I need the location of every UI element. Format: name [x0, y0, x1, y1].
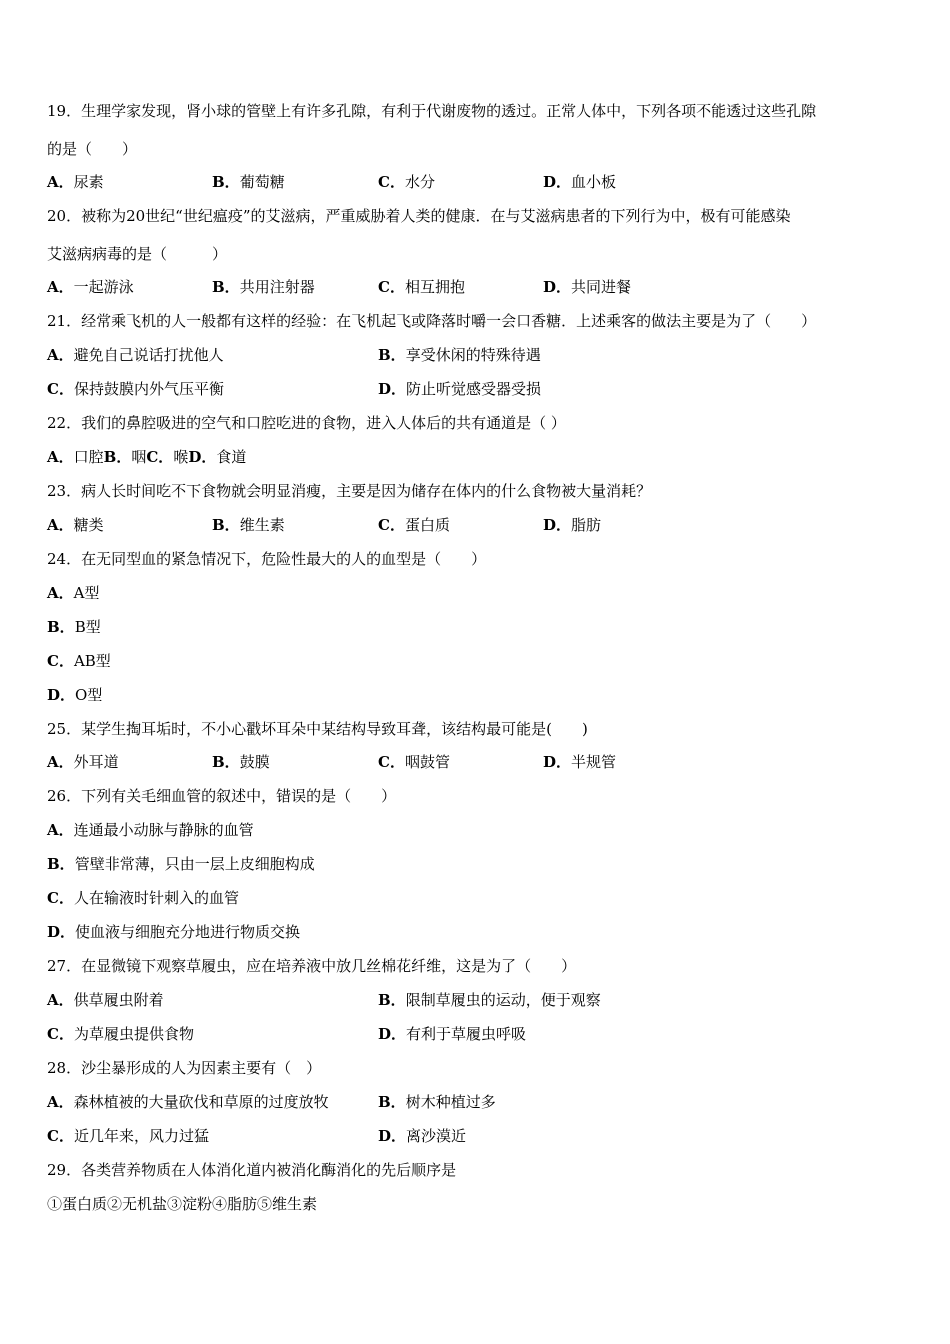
option-label: C．	[378, 516, 405, 534]
option-label: C．	[47, 889, 74, 907]
option-label: C．	[378, 173, 405, 191]
q28-option-a	[47, 1092, 329, 1112]
option-text: 供草履虫附着	[73, 991, 164, 1009]
q20-option-c	[378, 277, 465, 297]
option-text: 喉	[173, 448, 189, 466]
option-text: 保持鼓膜内外气压平衡	[73, 380, 224, 398]
q29-stem-line-1: 29．各类营养物质在人体消化道内被消化酶消化的先后顺序是	[47, 1161, 457, 1179]
option-text: 使血液与细胞充分地进行物质交换	[75, 923, 301, 941]
q20-option-b	[212, 277, 315, 297]
option-text: 近几年来，风力过猛	[73, 1127, 209, 1145]
q19-option-a	[47, 172, 104, 192]
option-label: C．	[47, 652, 74, 670]
q23-option-a	[47, 515, 104, 535]
option-text: 血小板	[571, 173, 617, 191]
q21-option-b	[378, 345, 541, 365]
option-text: 离沙漠近	[406, 1127, 467, 1145]
q23-stem: 23．病人长时间吃不下食物就会明显消瘦，主要是因为储存在体内的什么食物被大量消耗？	[47, 482, 652, 500]
option-label: A．	[47, 584, 74, 602]
q25-option-a	[47, 752, 119, 772]
q21-stem: 21．经常乘飞机的人一般都有这样的经验：在飞机起飞或降落时嚼一会口香糖．上述乘客的做法主要是为了（ ）	[47, 312, 817, 330]
q28-stem: 28．沙尘暴形成的人为因素主要有（ ）	[47, 1059, 322, 1077]
q27-option-d	[378, 1024, 526, 1044]
q19-option-c	[378, 172, 435, 192]
option-label: B．	[212, 753, 240, 771]
option-text: A型	[73, 584, 100, 602]
option-label: D．	[188, 448, 217, 466]
q25-option-d	[543, 752, 616, 772]
q28-option-c	[47, 1126, 209, 1146]
q20-option-a	[47, 277, 134, 297]
option-text: 共同进餐	[571, 278, 632, 296]
option-text: 相互拥抱	[404, 278, 465, 296]
option-text: 外耳道	[73, 753, 119, 771]
option-label: B．	[212, 516, 240, 534]
option-label: D．	[543, 278, 572, 296]
q28-option-d	[378, 1126, 466, 1146]
option-text: 森林植被的大量砍伐和草原的过度放牧	[73, 1093, 329, 1111]
option-text: 半规管	[571, 753, 617, 771]
option-text: 咽	[131, 448, 147, 466]
option-label: D．	[543, 753, 572, 771]
option-label: C．	[47, 1127, 74, 1145]
option-label: A．	[47, 448, 74, 466]
q20-stem-line-2: 艾滋病病毒的是（ ）	[47, 245, 228, 263]
option-label: D．	[378, 1025, 407, 1043]
q25-option-b	[212, 752, 270, 772]
option-text: 维生素	[239, 516, 285, 534]
option-text: 管壁非常薄，只由一层上皮细胞构成	[74, 855, 315, 873]
option-label: C．	[378, 278, 405, 296]
q28-option-b	[378, 1092, 496, 1112]
q24-option-a	[47, 583, 99, 603]
option-label: C．	[146, 448, 174, 466]
option-label: D．	[543, 516, 572, 534]
option-label: B．	[47, 855, 75, 873]
option-label: C．	[378, 753, 405, 771]
option-label: D．	[47, 686, 76, 704]
option-text: 有利于草履虫呼吸	[406, 1025, 527, 1043]
option-text: AB型	[73, 652, 111, 670]
q23-option-c	[378, 515, 450, 535]
option-text: 树木种植过多	[405, 1093, 496, 1111]
option-text: 食道	[216, 448, 247, 466]
option-label: B．	[378, 1093, 406, 1111]
q19-option-d	[543, 172, 616, 192]
q26-stem: 26．下列有关毛细血管的叙述中，错误的是（ ）	[47, 787, 397, 805]
option-text: 限制草履虫的运动，便于观察	[405, 991, 601, 1009]
q25-option-c	[378, 752, 450, 772]
option-label: A．	[47, 991, 74, 1009]
q29-stem-line-2: ①蛋白质②无机盐③淀粉④脂肪⑤维生素	[47, 1195, 318, 1213]
q27-option-a	[47, 990, 164, 1010]
option-label: C．	[47, 1025, 74, 1043]
option-label: D．	[378, 380, 407, 398]
option-label: B．	[378, 991, 406, 1009]
option-text: 连通最小动脉与静脉的血管	[73, 821, 254, 839]
option-text: 人在输液时针刺入的血管	[73, 889, 239, 907]
option-label: D．	[47, 923, 76, 941]
q23-option-d	[543, 515, 601, 535]
option-text: 脂肪	[571, 516, 602, 534]
q19-stem-line-2: 的是（ ）	[47, 140, 138, 158]
q20-stem-line-1: 20．被称为20世纪“世纪瘟疫”的艾滋病，严重威胁着人类的健康．在与艾滋病患者的下列行为中，极有可能感染	[47, 207, 791, 225]
q19-option-b	[212, 172, 285, 192]
option-text: 咽鼓管	[404, 753, 450, 771]
q26-option-b	[47, 854, 315, 874]
q26-option-d	[47, 922, 300, 942]
q21-option-a	[47, 345, 224, 365]
option-label: A．	[47, 821, 74, 839]
option-label: A．	[47, 173, 74, 191]
option-text: 尿素	[73, 173, 104, 191]
q22-options-inline	[47, 447, 246, 467]
option-text: 一起游泳	[73, 278, 134, 296]
option-text: 鼓膜	[239, 753, 270, 771]
option-text: 葡萄糖	[239, 173, 285, 191]
q26-option-c	[47, 888, 239, 908]
q26-option-a	[47, 820, 254, 840]
q27-option-c	[47, 1024, 194, 1044]
q22-stem: 22．我们的鼻腔吸进的空气和口腔吃进的食物，进入人体后的共有通道是（ ）	[47, 414, 566, 432]
option-text: 享受休闲的特殊待遇	[405, 346, 541, 364]
option-text: 避免自己说话打扰他人	[73, 346, 224, 364]
q24-option-b	[47, 617, 101, 637]
option-text: 防止听觉感受器受损	[406, 380, 542, 398]
option-label: A．	[47, 753, 74, 771]
option-text: B型	[74, 618, 101, 636]
option-label: B．	[47, 618, 75, 636]
option-text: 共用注射器	[239, 278, 315, 296]
option-label: A．	[47, 1093, 74, 1111]
q21-option-d	[378, 379, 541, 399]
option-label: B．	[103, 448, 132, 466]
option-label: D．	[378, 1127, 407, 1145]
option-text: 糖类	[73, 516, 104, 534]
q20-option-d	[543, 277, 631, 297]
option-text: 蛋白质	[404, 516, 450, 534]
q25-stem: 25．某学生掏耳垢时，不小心戳坏耳朵中某结构导致耳聋，该结构最可能是( )	[47, 720, 588, 738]
option-label: A．	[47, 346, 74, 364]
q23-option-b	[212, 515, 285, 535]
q27-stem: 27．在显微镜下观察草履虫，应在培养液中放几丝棉花纤维，这是为了（ ）	[47, 957, 577, 975]
option-label: A．	[47, 516, 74, 534]
q19-stem-line-1: 19．生理学家发现，肾小球的管壁上有许多孔隙，有利于代谢废物的透过。正常人体中，下列各项不能透过这些孔隙	[47, 102, 817, 120]
option-text: 为草履虫提供食物	[73, 1025, 194, 1043]
option-text: 口腔	[73, 448, 104, 466]
option-text: O型	[75, 686, 103, 704]
option-label: A．	[47, 278, 74, 296]
q24-stem: 24．在无同型血的紧急情况下，危险性最大的人的血型是（ ）	[47, 550, 487, 568]
q24-option-c	[47, 651, 111, 671]
q27-option-b	[378, 990, 601, 1010]
option-label: B．	[378, 346, 406, 364]
option-text: 水分	[404, 173, 435, 191]
option-label: B．	[212, 278, 240, 296]
q24-option-d	[47, 685, 102, 705]
option-label: D．	[543, 173, 572, 191]
option-label: C．	[47, 380, 74, 398]
option-label: B．	[212, 173, 240, 191]
q21-option-c	[47, 379, 224, 399]
